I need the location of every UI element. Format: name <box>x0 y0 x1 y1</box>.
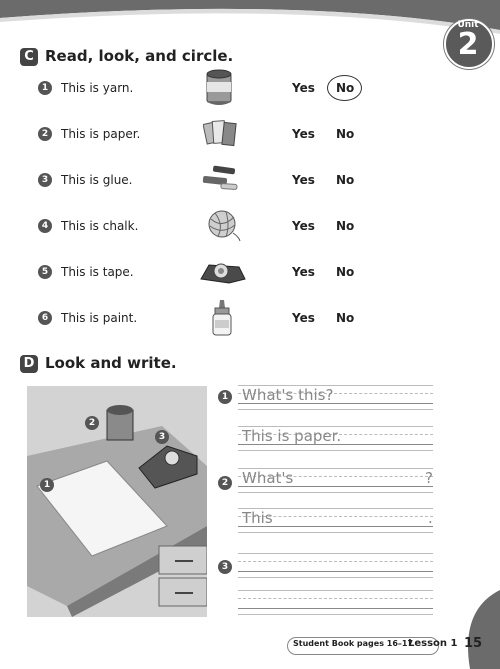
yes-option[interactable]: Yes <box>292 173 315 187</box>
page-number: 15 <box>464 636 483 651</box>
no-option[interactable]: No <box>336 127 355 141</box>
no-option[interactable]: No <box>336 173 355 187</box>
guide-line <box>238 450 433 451</box>
item-sentence: This is paper. <box>61 127 141 141</box>
unit-label: Unit <box>457 20 479 30</box>
item-number: 6 <box>38 311 52 325</box>
handwriting-punctuation: . <box>428 509 433 527</box>
section-d-title: Look and write. <box>45 354 177 372</box>
handwriting-text: What's <box>242 469 294 487</box>
question-number: 1 <box>218 390 232 404</box>
yes-option[interactable]: Yes <box>292 311 315 325</box>
handwriting-text: This <box>242 509 273 527</box>
no-option[interactable]: No <box>336 265 355 279</box>
guide-line <box>238 608 433 609</box>
handwriting-text: This is paper. <box>242 427 342 445</box>
guide-line <box>238 532 433 533</box>
question-number: 2 <box>218 476 232 490</box>
item-number: 1 <box>38 81 52 95</box>
item-number: 2 <box>38 127 52 141</box>
item-sentence: This is tape. <box>61 265 134 279</box>
glue-icon <box>210 298 234 338</box>
item-sentence: This is glue. <box>61 173 133 187</box>
item-sentence: This is yarn. <box>61 81 134 95</box>
item-sentence: This is paint. <box>61 311 138 325</box>
item-sentence: This is chalk. <box>61 219 139 233</box>
guide-line <box>238 590 433 591</box>
guide-line <box>238 561 433 562</box>
yarn-icon <box>206 207 242 243</box>
picture-label: 3 <box>155 430 169 444</box>
picture-label: 2 <box>85 416 99 430</box>
guide-line <box>238 571 433 572</box>
desk-scene-picture <box>27 386 207 617</box>
item-number: 5 <box>38 265 52 279</box>
guide-line <box>238 598 433 599</box>
section-c-badge: C <box>20 48 38 66</box>
guide-line <box>238 577 433 578</box>
paint-can-icon <box>203 68 235 108</box>
footer-lesson: Lesson 1 <box>408 638 458 649</box>
no-option[interactable]: No <box>336 219 355 233</box>
section-c-title: Read, look, and circle. <box>45 47 234 65</box>
handwriting-text: What's this? <box>242 386 334 404</box>
guide-line <box>238 553 433 554</box>
tape-icon <box>199 257 247 287</box>
yes-option[interactable]: Yes <box>292 81 315 95</box>
footer-reference: Student Book pages 16–17 <box>293 639 414 648</box>
chalk-icon <box>199 164 243 194</box>
yes-option[interactable]: Yes <box>292 265 315 279</box>
guide-line <box>238 409 433 410</box>
paper-icon <box>203 117 239 151</box>
unit-number: 2 <box>457 27 479 62</box>
section-d-badge: D <box>20 355 38 373</box>
handwriting-punctuation: ? <box>425 469 433 487</box>
corner-decoration <box>430 590 500 669</box>
item-number: 4 <box>38 219 52 233</box>
guide-line <box>238 492 433 493</box>
no-option[interactable]: No <box>336 311 355 325</box>
question-number: 3 <box>218 560 232 574</box>
yes-option[interactable]: Yes <box>292 219 315 233</box>
yes-option[interactable]: Yes <box>292 127 315 141</box>
picture-label: 1 <box>40 478 54 492</box>
item-number: 3 <box>38 173 52 187</box>
no-option[interactable]: No <box>336 81 355 95</box>
guide-line <box>238 614 433 615</box>
